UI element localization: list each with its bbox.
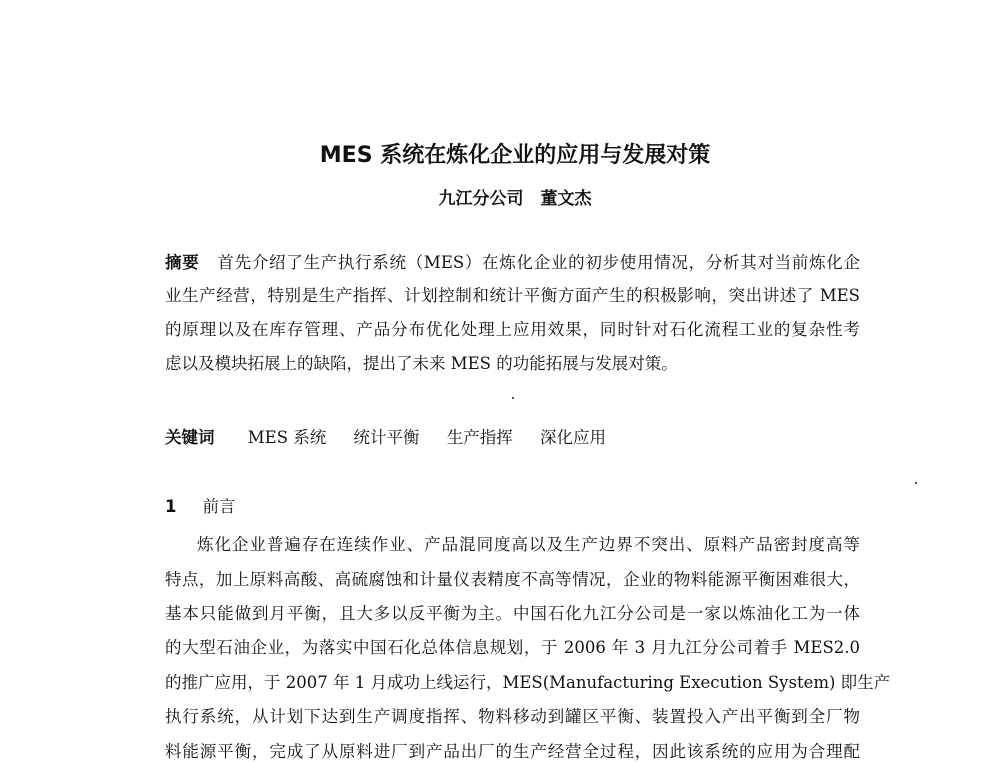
scan-speck: [915, 482, 917, 484]
scan-speck: [512, 397, 514, 399]
keywords-label: 关键词: [165, 428, 215, 447]
document-title: MES 系统在炼化企业的应用与发展对策: [319, 143, 711, 168]
keyword: 深化应用: [540, 428, 606, 447]
paragraph-line: 的大型石油企业，为落实中国石化总体信息规划，于 2006 年 3 月九江分公司着手 MES2.0: [165, 638, 860, 657]
abstract-line-1: [165, 252, 860, 274]
keyword: MES 系统: [247, 428, 327, 447]
abstract-line-2: 业生产经营，特别是生产指挥、计划控制和统计平衡方面产生的积极影响，突出讲述了 MES: [165, 286, 860, 305]
paragraph-line: 基本只能做到月平衡，且大多以反平衡为主。中国石化九江分公司是一家以炼油化工为一体: [165, 604, 860, 623]
section-heading: [165, 496, 235, 518]
keyword: 统计平衡: [353, 428, 420, 447]
abstract-label: 摘要: [165, 253, 200, 272]
paragraph-line: 特点，加上原料高酸、高硫腐蚀和计量仪表精度不高等情况，企业的物料能源平衡困难很大，: [165, 570, 860, 589]
paragraph-line: 执行系统，从计划下达到生产调度指挥、物料移动到罐区平衡、装置投入产出平衡到全厂物: [165, 707, 860, 726]
keywords: [165, 427, 628, 449]
paragraph-line: 的推广应用，于 2007 年 1 月成功上线运行，MES(Manufacturing Execution System) 即生产: [165, 673, 891, 692]
keyword: 生产指挥: [446, 428, 513, 447]
paragraph-line: 料能源平衡，完成了从原料进厂到产品出厂的生产经营全过程，因此该系统的应用为合理配: [165, 742, 860, 761]
abstract-line-4: 虑以及模块拓展上的缺陷，提出了未来 MES 的功能拓展与发展对策。: [165, 354, 678, 373]
section-title: 前言: [202, 497, 236, 516]
section-number: 1: [165, 497, 177, 516]
abstract-text: 首先介绍了生产执行系统（MES）在炼化企业的初步使用情况，分析其对当前炼化企: [217, 253, 860, 272]
abstract-line-3: 的原理以及在库存管理、产品分布优化处理上应用效果，同时针对石化流程工业的复杂性考: [165, 320, 860, 339]
paragraph-line: 炼化企业普遍存在连续作业、产品混同度高以及生产边界不突出、原料产品密封度高等: [197, 535, 860, 554]
author-line: 九江分公司 董文杰: [438, 189, 592, 209]
